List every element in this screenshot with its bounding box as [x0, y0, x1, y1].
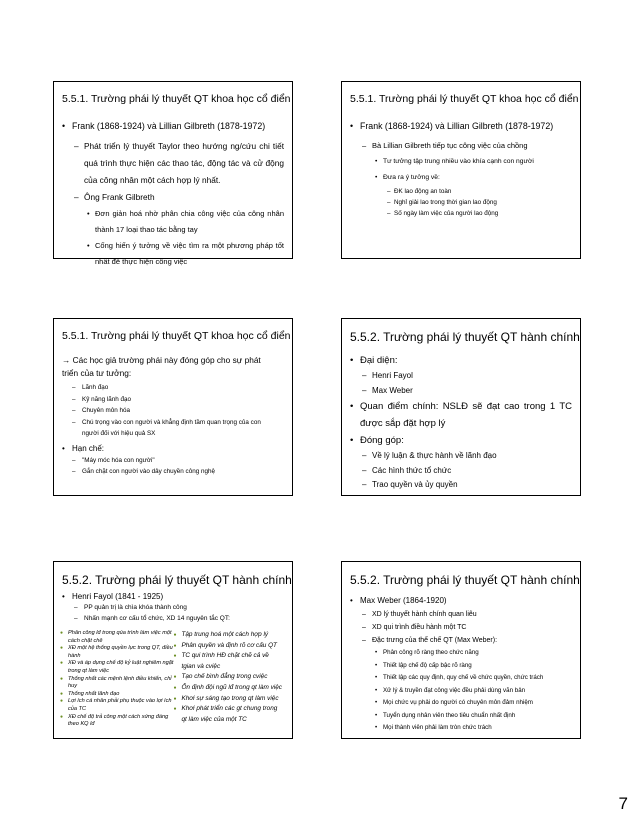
arrow-text: → Các học giả trường phái này đóng góp cho sự phát triển của tư tưởng:	[62, 355, 261, 378]
bullet: – Nhấn mạnh cơ cấu tổ chức, XD 14 nguyên tắc QT:	[62, 613, 284, 624]
principle-item: ● XĐ chế độ trả công một cách xứng đáng theo KQ lđ	[60, 714, 173, 729]
principle-item: ● Phân quyền và định rõ cơ cấu QT	[173, 641, 284, 652]
bullet: • Đưa ra ý tưởng về:	[350, 170, 572, 186]
bullet: – Chuyên môn hóa	[62, 405, 284, 417]
slide-title: 5.5.2. Trường phái lý thuyết QT hành chính	[350, 573, 580, 587]
slide-1	[53, 81, 293, 266]
principle-item: ● XĐ một hệ thống quyền lực trong QT, điều hành	[60, 645, 173, 660]
bullet: – Ông Frank Gilbreth	[62, 189, 284, 206]
principle-item: ● Khơi phát triển các gt chung trong qt làm việc của một TC	[173, 704, 284, 725]
slide-title: 5.5.2. Trường phái lý thuyết QT hành chính	[350, 330, 580, 344]
bullet: • Tư tưởng tập trung nhiều vào khía cạnh con người	[350, 154, 572, 170]
bullet: – ĐK lao động an toàn	[350, 186, 572, 197]
principle-item: ● XĐ và áp dụng chế độ kỷ luật nghiêm ngặt trong qt làm việc	[60, 660, 173, 675]
principles-left	[60, 630, 173, 729]
bullet: – Trao quyền và ủy quyền	[350, 478, 572, 493]
slide-title: 5.5.1. Trường phái lý thuyết QT khoa học cổ điển	[350, 93, 579, 105]
slide-title: 5.5.1. Trường phái lý thuyết QT khoa học cổ điển	[62, 330, 291, 342]
slide-title: 5.5.2. Trường phái lý thuyết QT hành chính	[62, 573, 292, 587]
slide-3	[53, 318, 293, 496]
bullet: – Các hình thức tổ chức	[350, 464, 572, 479]
bullet: – Chú trọng vào con người và khẳng định tầm quan trọng của con người đối với hiệu quả SX	[62, 417, 284, 440]
bullet: • Đại diện:	[350, 352, 572, 369]
bullet: – Max Weber	[350, 384, 572, 399]
bullet: • Đơn giản hoá nhờ phân chia công việc của công nhân thành 17 loại thao tác bằng tay	[62, 206, 284, 238]
bullet: – "Máy móc hóa con người"	[62, 455, 284, 467]
bullet: – Lãnh đạo	[62, 382, 284, 394]
bullet: • Quan điểm chính: NSLĐ sẽ đạt cao trong 1 TC được sắp đặt hợp lý	[350, 398, 572, 432]
bullet: – Gắn chặt con người vào dây chuyền công nghệ	[62, 466, 284, 478]
slide-5	[53, 561, 293, 739]
bullet: – PP quản trị là chìa khóa thành công	[62, 602, 284, 613]
bullet: – XD lý thuyết hành chính quan liêu	[350, 608, 572, 621]
bullet: • Frank (1868-1924) và Lillian Gilbreth (1878-1972)	[62, 119, 284, 134]
bullet: • Frank (1868-1924) và Lillian Gilbreth (1878-1972)	[350, 119, 572, 134]
bullet: • Tuyển dụng nhân viên theo tiêu chuẩn nhất định	[350, 710, 572, 723]
bullet: • Mọi chức vụ phải do người có chuyên môn đảm nhiệm	[350, 697, 572, 710]
principle-item: ● Tạo chế bình đẳng trong cviệc	[173, 672, 284, 683]
slide-title: 5.5.1. Trường phái lý thuyết QT khoa học cổ điển	[62, 93, 291, 105]
bullet: • Thiết lập các quy định, quy chế về chức quyền, chức trách	[350, 672, 572, 685]
bullet: • Cống hiến ý tưởng về việc tìm ra một phương pháp tốt nhất để thực hiện công việc	[62, 238, 284, 270]
principle-item: ● Thống nhất các mệnh lệnh điều khiển, chỉ huy	[60, 676, 173, 691]
principle-item: ● Lợi ích cá nhân phải phụ thuộc vào lợi ích của TC	[60, 698, 173, 713]
principles-columns	[62, 630, 284, 729]
bullet: • Henri Fayol (1841 - 1925)	[62, 591, 284, 602]
bullet: – Henri Fayol	[350, 369, 572, 384]
bullet: • Max Weber (1864-1920)	[350, 594, 572, 608]
principle-item: ● Tập trung hoá một cách hợp lý	[173, 630, 284, 641]
bullet: • Đóng góp:	[350, 432, 572, 449]
bullet: • Thiết lập chế độ cấp bậc rõ ràng	[350, 660, 572, 673]
bullet: • Hạn chế:	[62, 442, 284, 455]
bullet: • Phân công rõ ràng theo chức năng	[350, 647, 572, 660]
principles-right	[173, 630, 284, 729]
slide-2	[341, 81, 581, 259]
bullet: – Đặc trưng của thể chế QT (Max Weber):	[350, 634, 572, 647]
slide-6	[341, 561, 581, 739]
slide-4	[341, 318, 581, 496]
bullet: – Nghỉ giải lao trong thời gian lao động	[350, 197, 572, 208]
bullet: – Bà Lillian Gilbreth tiếp tục công việc của chồng	[350, 137, 572, 154]
principle-item: ● Ổn định đội ngũ lđ trong qt làm việc	[173, 683, 284, 694]
bullet: – Kỹ năng lãnh đạo	[62, 394, 284, 406]
principle-item: ● TC qui trình HĐ chặt chẽ cả về tgian và cviệc	[173, 651, 284, 672]
page-number: 7	[618, 794, 628, 813]
principle-item: ● Khơi sự sáng tạo trong qt làm việc	[173, 694, 284, 705]
bullet: – XD qui trình điều hành một TC	[350, 621, 572, 634]
principle-item: ● Thống nhất lãnh đạo	[60, 691, 173, 699]
bullet: • Mọi thành viên phải làm tròn chức trách	[350, 722, 572, 735]
bullet: • Xử lý & truyền đạt công việc đều phải dùng văn bản	[350, 685, 572, 698]
bullet: – Về lý luận & thực hành về lãnh đạo	[350, 449, 572, 464]
bullet: – Số ngày làm việc của người lao động	[350, 208, 572, 219]
principle-item: ● Phân công lđ trong qúa trình làm việc một cách chặt chẽ	[60, 630, 173, 645]
bullet: – Phát triển lý thuyết Taylor theo hướng ng/cứu chi tiết quá trình thực hiện các thao tác, động tác và cử động của công nhân một cách hợp lý nhất.	[62, 138, 284, 189]
